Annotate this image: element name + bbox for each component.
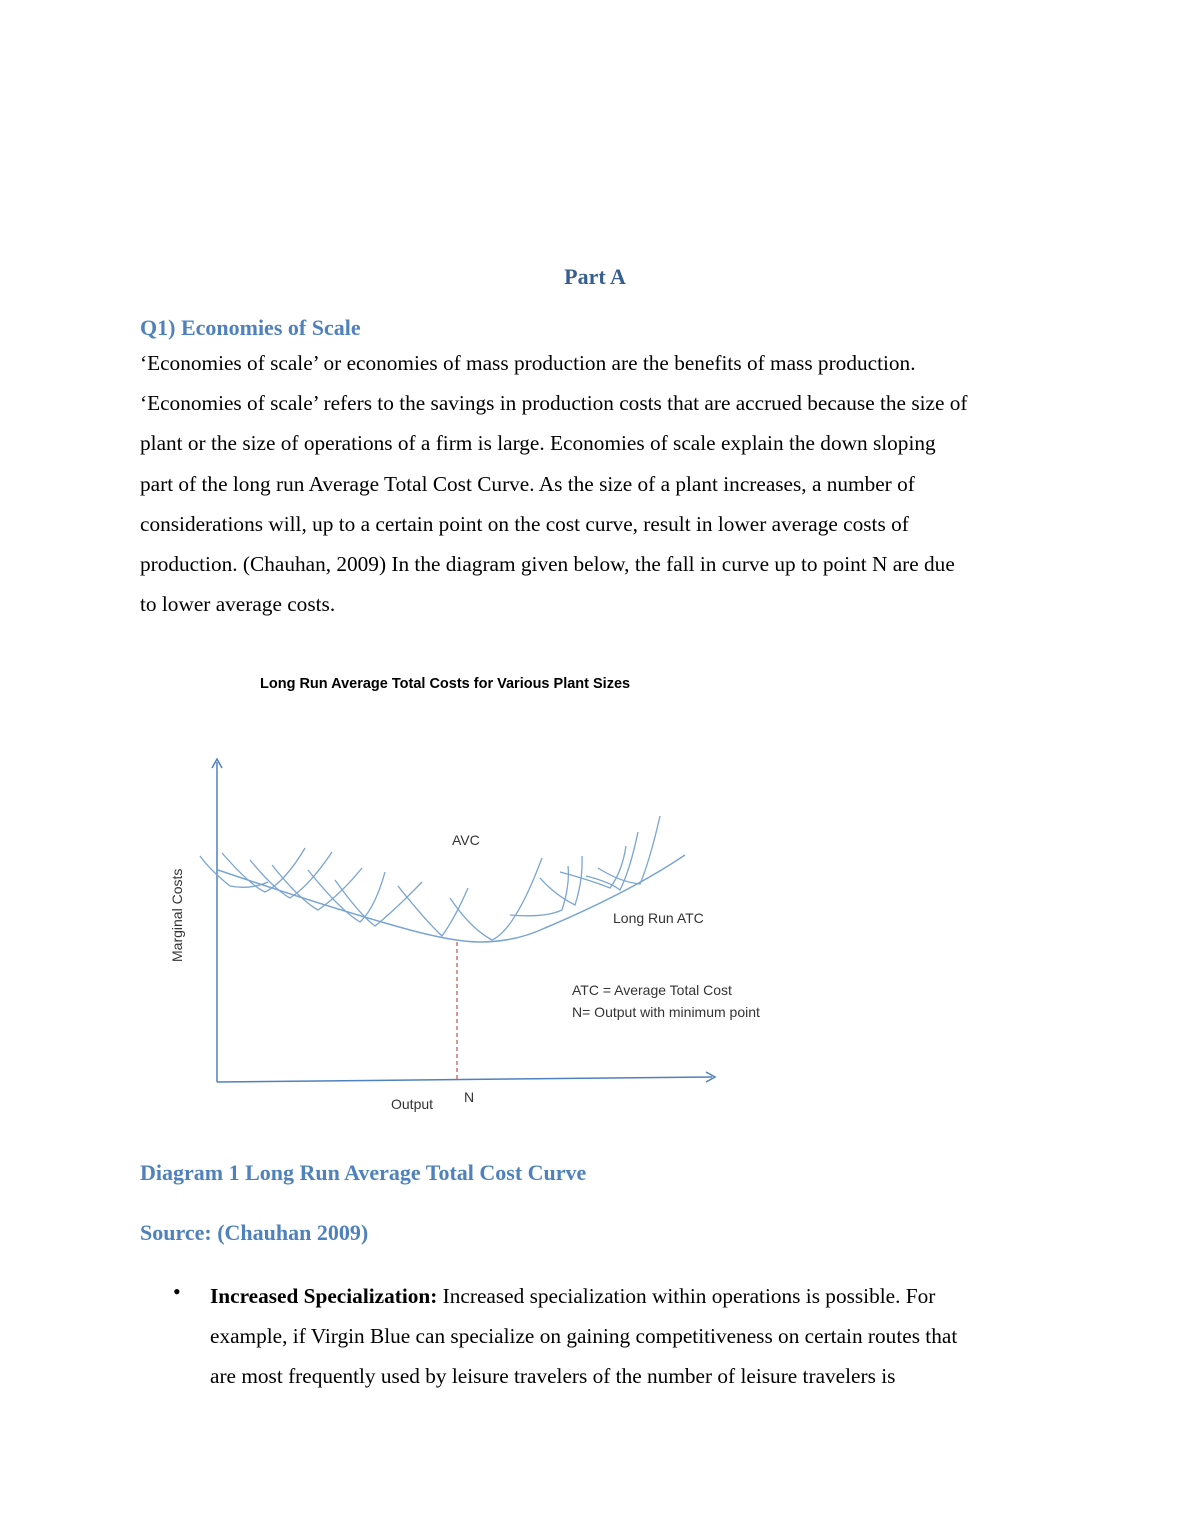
body-paragraph	[140, 343, 1055, 624]
avc-label: AVC	[452, 832, 480, 848]
srac-curve	[598, 816, 660, 884]
bullet-line: example, if Virgin Blue can specialize on gaining competitiveness on certain routes that	[210, 1324, 958, 1349]
legend-line-1: ATC = Average Total Cost	[572, 982, 732, 998]
bullet-list	[140, 1276, 1055, 1397]
srac-curve	[335, 880, 422, 926]
paragraph-line: part of the long run Average Total Cost Curve. As the size of a plant increases, a number of	[140, 471, 915, 496]
bullet-line: Increased specialization within operations is possible. For	[437, 1284, 936, 1308]
srac-curve	[540, 856, 582, 905]
srac-curve	[510, 866, 568, 916]
paragraph-line: production. (Chauhan, 2009) In the diagram given below, the fall in curve up to point N are due	[140, 552, 955, 577]
paragraph-line: to lower average costs.	[140, 592, 336, 617]
srac-curve	[398, 886, 468, 936]
bullet-line: are most frequently used by leisure travelers of the number of leisure travelers is	[210, 1364, 896, 1389]
srac-curve	[586, 832, 638, 890]
short-run-curves	[200, 816, 660, 940]
paragraph-line: plant or the size of operations of a firm is large. Economies of scale explain the down sloping	[140, 431, 936, 456]
paragraph-line: ‘Economies of scale’ refers to the savings in production costs that are accrued because the size of	[140, 391, 968, 416]
section-heading: Q1) Economies of Scale	[140, 315, 361, 340]
bullet-bold-term: Increased Specialization:	[210, 1284, 438, 1308]
n-label: N	[464, 1089, 475, 1105]
x-axis	[217, 1077, 712, 1082]
y-axis-label: Marginal Costs	[169, 868, 185, 962]
lratc-diagram	[150, 660, 830, 1120]
paragraph-line: ‘Economies of scale’ or economies of mass production are the benefits of mass production.	[140, 351, 916, 375]
diagram-title: Long Run Average Total Costs for Various Plant Sizes	[260, 676, 631, 692]
legend-line-2: N= Output with minimum point	[572, 1004, 760, 1020]
srac-curve	[560, 846, 626, 888]
bullet-dot: •	[173, 1279, 181, 1304]
figure-caption: Diagram 1 Long Run Average Total Cost Curve	[140, 1160, 587, 1185]
lratc-label: Long Run ATC	[613, 910, 704, 926]
page-title: Part A	[564, 264, 626, 289]
long-run-atc-curve	[218, 855, 685, 942]
srac-curve	[450, 858, 542, 940]
bullet-item	[210, 1276, 1055, 1397]
x-axis-label: Output	[391, 1096, 434, 1112]
paragraph-line: considerations will, up to a certain point on the cost curve, result in lower average costs of	[140, 511, 909, 536]
lratc-diagram-svg	[150, 660, 830, 1120]
figure-source: Source: (Chauhan 2009)	[140, 1220, 369, 1245]
